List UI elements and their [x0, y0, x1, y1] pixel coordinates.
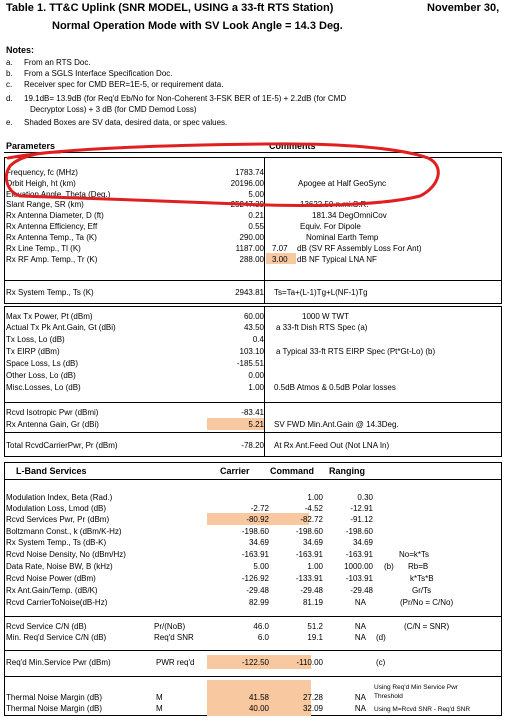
param-row-frequency: Frequency, fc (MHz) 1783.74 [6, 168, 264, 177]
lband-row-mod-index: Modulation Index, Beta (Rad.) 1.00 0.30 [6, 493, 373, 502]
param-row-elevation: Elevation Angle, Theta (Deg.) 5.00 [6, 190, 264, 199]
param-row-tx-loss: Tx Loss, Lo (dB) 0.4 [6, 335, 264, 344]
table-title: Table 1. TT&C Uplink (SNR MODEL, USING a 33-ft RTS Station) [6, 2, 334, 14]
param-row-line-temp: Rx Line Temp., Tl (K) 1187.00 7.07 dB (SV RF Assembly Loss For Ant) [6, 244, 422, 253]
ranging-col-header: Ranging [329, 466, 365, 476]
note-d: d. 19.1dB= 13.9dB (for Req'd Eb/No for Non-Coherent 3-FSK BER of 1E-5) + 2.2dB (for CMD [6, 94, 347, 103]
notes-heading: Notes: [6, 45, 35, 55]
param-row-misc-losses: Misc.Losses, Lo (dB) 1.00 0.5dB Atmos & 0.5dB Polar losses [6, 383, 396, 392]
param-row-tx-ant-gain: Actual Tx Pk Ant.Gain, Gt (dBi) 43.50 a 33-ft Dish RTS Spec (a) [6, 323, 368, 332]
lband-row-service-cn: Rcvd Service C/N (dB) Pr/(NoB) 46.0 51.2 NA (C/N = SNR) [6, 622, 450, 631]
header-rule [4, 152, 502, 153]
carrier-col-header: Carrier [220, 466, 250, 476]
note-b: b. From a SGLS Interface Specification Doc. [6, 69, 173, 78]
lband-row-margin-2: Thermal Noise Margin (dB) M 40.00 32.09 NA [6, 704, 366, 713]
param-row-orbit-height: Orbit Heigh, ht (km) 20196.00 Apogee at Half GeoSync [6, 179, 387, 188]
lband-row-mod-loss: Modulation Loss, Lmod (dB) -2.72 -4.52 -12.91 [6, 504, 373, 513]
lband-row-gain-temp: Rx Ant.Gain/Temp. (dB/K) -29.48 -29.48 -29.48 Gr/Ts [6, 586, 432, 595]
param-row-rf-amp-temp: Rx RF Amp. Temp., Tr (K) 288.00 3.00 dB NF Typical LNA NF [6, 255, 377, 264]
lband-row-margin-1: Thermal Noise Margin (dB) M 41.58 27.28 NA [6, 693, 366, 702]
comments-header: Comments [269, 141, 316, 151]
lband-row-min-reqd-cn: Min. Req'd Service C/N (dB) Req'd SNR 6.0 19.1 NA (d) [6, 633, 386, 642]
block2-separator-b [4, 432, 502, 433]
margin-note-2: Using M=Rcvd SNR - Req'd SNR [374, 706, 471, 713]
lband-separator-c [4, 676, 502, 677]
margin-note-1: Using Req'd Min Service Pwr [374, 684, 458, 691]
param-row-system-temp: Rx System Temp., Ts (K) 2943.81 Ts=Ta+(L-1)Tg+L(NF-1)Tg [6, 288, 368, 297]
lband-header-rule [4, 479, 502, 480]
lband-title: L-Band Services [16, 466, 87, 476]
param-row-rcvd-isotropic: Rcvd Isotropic Pwr (dBmi) -83.41 [6, 408, 264, 417]
param-row-other-loss: Other Loss, Lo (dB) 0.00 [6, 371, 264, 380]
lband-row-data-rate: Data Rate, Noise BW, B (kHz) 5.00 1.00 1000.00 (b) Rb=B [6, 562, 429, 571]
note-a: a. From an RTS Doc. [6, 58, 91, 67]
param-row-total-rcvd-power: Total RcvdCarrierPwr, Pr (dBm) -78.20 At Rx Ant.Feed Out (Not LNA In) [6, 441, 390, 450]
param-row-space-loss: Space Loss, Ls (dB) -185.51 [6, 359, 264, 368]
lband-row-rcvd-services-pwr: Rcvd Services Pwr, Pr (dBm) -80.92 -82.72 -91.12 [6, 515, 373, 524]
param-row-antenna-diameter: Rx Antenna Diameter, D (ft) 0.21 181.34 DegOmniCov [6, 211, 387, 220]
lband-separator-a [4, 616, 502, 617]
lband-row-reqd-min-pwr: Req'd Min.Service Pwr (dBm) PWR req'd -122.50 -110.00 (c) [6, 658, 386, 667]
note-e: e. Shaded Boxes are SV data, desired data, or spec values. [6, 118, 228, 127]
param-row-slant-range: Slant Range, SR (km) 25247.39 13622.50 n.mi.S.R. [6, 200, 369, 209]
param-row-antenna-efficiency: Rx Antenna Efficiency, Eff 0.55 Equiv. For Dipole [6, 222, 361, 231]
document-date: November 30, [427, 2, 500, 14]
margin-note-1b: Threshold [374, 693, 403, 700]
lband-row-noise-power: Rcvd Noise Power (dBm) -126.92 -133.91 -103.91 k*Ts*B [6, 574, 434, 583]
lband-row-system-temp: Rx System Temp., Ts (dB-K) 34.69 34.69 34.69 [6, 538, 373, 547]
param-row-rx-ant-gain: Rx Antenna Gain, Gr (dBi) 5.21 SV FWD Min.Ant.Gain @ 14.3Deg. [6, 420, 399, 429]
param-row-tx-eirp: Tx EIRP (dBm) 103.10 a Typical 33-ft RTS EIRP Spec (Pt*Gt-Lo) (b) [6, 347, 436, 356]
table-subtitle: Normal Operation Mode with SV Look Angle = 14.3 Deg. [52, 20, 343, 32]
note-c: c. Receiver spec for CMD BER=1E-5, or requirement data. [6, 80, 224, 89]
lband-row-carrier-to-noise: Rcvd CarrierToNoise(dB-Hz) 82.99 81.19 NA (Pr/No = C/No) [6, 598, 454, 607]
param-row-antenna-temp: Rx Antenna Temp., Ta (K) 290.00 Nominal Earth Temp [6, 233, 379, 242]
param-row-max-tx-power: Max Tx Power, Pt (dBm) 60.00 1000 W TWT [6, 312, 349, 321]
lband-separator-b [4, 650, 502, 651]
lband-row-noise-density: Rcvd Noise Density, No (dBm/Hz) -163.91 -163.91 -163.91 No=k*Ts [6, 550, 430, 559]
parameters-header: Parameters [6, 141, 56, 151]
block2-separator-a [4, 402, 502, 403]
lband-row-boltzmann: Boltzmann Const., k (dBm/K-Hz) -198.60 -198.60 -198.60 [6, 527, 373, 536]
command-col-header: Command [270, 466, 315, 476]
block1-separator [4, 280, 502, 281]
note-d-continued: Decryptor Loss) + 3 dB (for CMD Demod Loss) [30, 105, 197, 114]
